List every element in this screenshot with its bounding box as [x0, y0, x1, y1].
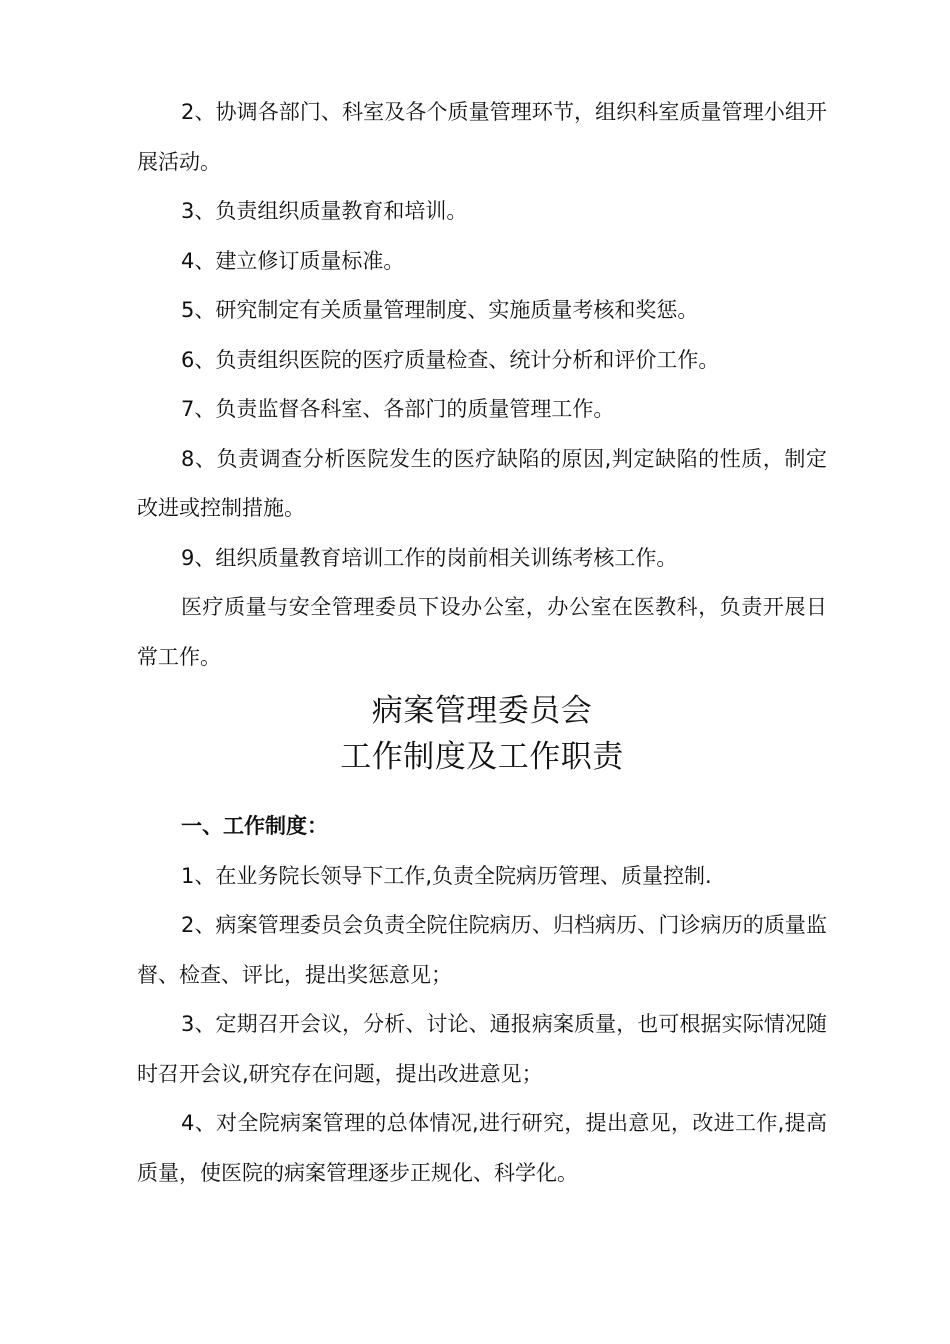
paragraph-item-6: 6、负责组织医院的医疗质量检查、统计分析和评价工作。 [181, 347, 720, 372]
paragraph-item-3: 3、负责组织质量教育和培训。 [181, 199, 468, 223]
title-line-2: 工作制度及工作职责 [340, 739, 624, 775]
section-item-1: 1、在业务院长领导下工作,负责全院病历管理、质量控制. [181, 863, 712, 888]
section-item-4: 4、对全院病案管理的总体情况,进行研究，提出意见，改进工作,提高质量，使医院的病案管理逐步正规化、科学化。 [137, 1111, 827, 1185]
document-title [137, 688, 827, 780]
paragraph-item-8: 8、负责调查分析医院发生的医疗缺陷的原因,判定缺陷的性质，制定改进或控制措施。 [137, 446, 827, 520]
paragraph-item-2: 2、协调各部门、科室及各个质量管理环节，组织科室质量管理小组开展活动。 [137, 100, 827, 174]
section-heading: 一、工作制度： [181, 814, 328, 838]
paragraph-item-9: 9、组织质量教育培训工作的岗前相关训练考核工作。 [181, 545, 678, 570]
title-line-1: 病案管理委员会 [371, 693, 593, 729]
paragraph-office-note: 医疗质量与安全管理委员下设办公室，办公室在医教科，负责开展日常工作。 [137, 595, 827, 669]
document-body [137, 88, 827, 1198]
paragraph-item-7: 7、负责监督各科室、各部门的质量管理工作。 [181, 397, 615, 421]
section-item-3: 3、定期召开会议，分析、讨论、通报病案质量，也可根据实际情况随时召开会议,研究存在问题，提出改进意见； [137, 1012, 827, 1086]
paragraph-item-5: 5、研究制定有关质量管理制度、实施质量考核和奖惩。 [181, 298, 699, 322]
paragraph-item-4: 4、建立修订质量标准。 [181, 248, 405, 273]
section-item-2: 2、病案管理委员会负责全院住院病历、归档病历、门诊病历的质量监督、检查、评比，提出奖惩意见； [137, 913, 827, 987]
